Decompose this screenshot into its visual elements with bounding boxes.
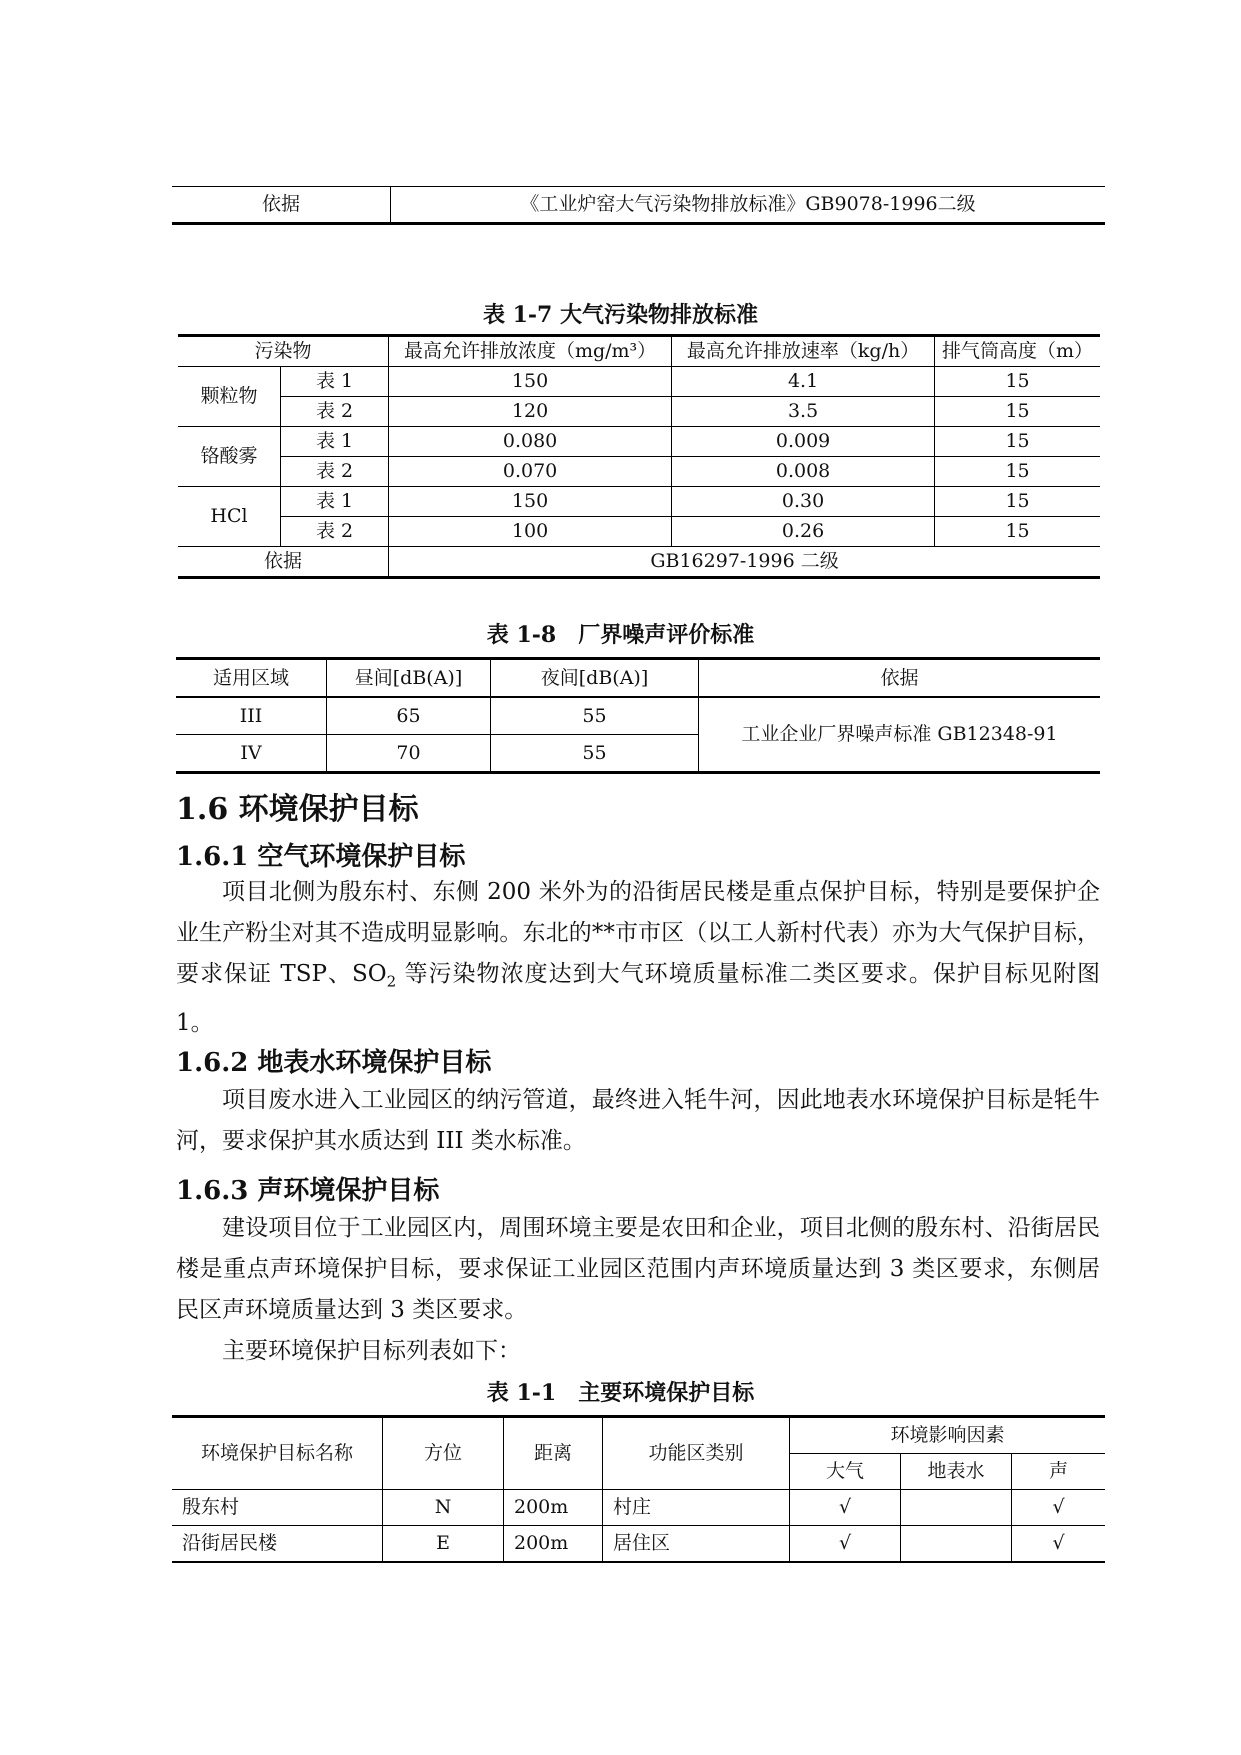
header-impact-factors: 环境影响因素 [790,1417,1106,1454]
table-ref: 表 2 [281,457,389,487]
conc-cell: 120 [389,397,672,427]
table-ref: 表 1 [281,487,389,517]
distance-cell: 200m [504,1490,603,1526]
air-check: √ [790,1526,901,1563]
zone-cell: III [176,697,327,735]
paragraph: 建设项目位于工业园区内，周围环境主要是农田和企业，项目北侧的殷东村、沿街居民楼是重点声环境保护目标，要求保证工业园区范围内声环境质量达到 3 类区要求，东侧居民区声环境质量达到 3 类区要求。 [176,1215,1100,1323]
section-1-6-1-body [176,872,1100,1044]
basis-value: GB16297-1996 二级 [389,547,1100,578]
table-ref: 表 2 [281,397,389,427]
conc-cell: 0.080 [389,427,672,457]
paragraph: 项目废水进入工业园区的纳污管道，最终进入牦牛河，因此地表水环境保护目标是牦牛河，要求保护其水质达到 III 类水标准。 [176,1087,1100,1154]
protection-target-table [172,1415,1105,1563]
height-cell: 15 [935,367,1100,397]
sound-check: √ [1012,1490,1106,1526]
paragraph: 主要环境保护目标列表如下： [222,1338,521,1364]
section-1-6-2-title: 1.6.2 地表水环境保护目标 [176,1048,492,1078]
height-cell: 15 [935,457,1100,487]
section-1-6-title: 1.6 环境保护目标 [176,792,419,827]
sound-check: √ [1012,1526,1106,1563]
direction-cell: N [383,1490,504,1526]
header-function-zone: 功能区类别 [603,1417,790,1490]
rate-cell: 0.30 [672,487,935,517]
header-zone: 适用区域 [176,659,327,698]
table-ref: 表 2 [281,517,389,547]
function-cell: 居住区 [603,1526,790,1563]
section-1-6-1-title: 1.6.1 空气环境保护目标 [176,842,466,872]
night-cell: 55 [491,697,699,735]
rate-cell: 4.1 [672,367,935,397]
rate-cell: 3.5 [672,397,935,427]
height-cell: 15 [935,487,1100,517]
target-name: 殷东村 [172,1490,383,1526]
subscript: 2 [386,972,397,991]
header-surface-water: 地表水 [901,1454,1012,1490]
day-cell: 70 [327,735,491,773]
air-pollutant-table [178,334,1100,579]
night-cell: 55 [491,735,699,773]
pollutant-name: HCl [178,487,281,547]
header-night: 夜间[dB(A)] [491,659,699,698]
header-rate: 最高允许排放速率（kg/h） [672,336,935,367]
height-cell: 15 [935,397,1100,427]
basis-label: 依据 [172,187,391,224]
table-1-7-caption: 表 1-7 大气污染物排放标准 [482,302,759,328]
zone-cell: IV [176,735,327,773]
header-concentration: 最高允许排放浓度（mg/m³） [389,336,672,367]
function-cell: 村庄 [603,1490,790,1526]
basis-label: 依据 [178,547,389,578]
header-sound: 声 [1012,1454,1106,1490]
conc-cell: 0.070 [389,457,672,487]
water-check [901,1490,1012,1526]
basis-cell: 工业企业厂界噪声标准 GB12348-91 [699,697,1101,773]
table-1-8-caption: 表 1-8 厂界噪声评价标准 [486,622,755,648]
rate-cell: 0.26 [672,517,935,547]
header-direction: 方位 [383,1417,504,1490]
pollutant-name: 铬酸雾 [178,427,281,487]
distance-cell: 200m [504,1526,603,1563]
conc-cell: 150 [389,367,672,397]
table-1-1-caption: 表 1-1 主要环境保护目标 [486,1380,755,1406]
section-1-6-3-title: 1.6.3 声环境保护目标 [176,1176,440,1206]
header-day: 昼间[dB(A)] [327,659,491,698]
pollutant-name: 颗粒物 [178,367,281,427]
section-1-6-2-body [176,1080,1100,1162]
header-distance: 距离 [504,1417,603,1490]
table-ref: 表 1 [281,427,389,457]
paragraph-text: 等污染物浓度达到大气环境质量标准二类区要求。保护目标见附图 1。 [176,961,1100,1036]
noise-standard-table [176,657,1100,774]
paragraph [176,872,1100,1044]
basis-table [172,186,1105,225]
air-check: √ [790,1490,901,1526]
rate-cell: 0.008 [672,457,935,487]
direction-cell: E [383,1526,504,1563]
paragraph-text: 项目北侧为殷东村、东侧 200 米外为的沿街居民楼是重点保护目标，特别是要保护企业生产粉尘对其不造成明显影响。东北的**市市区（以工人新村代表）亦为大气保护目标，要求保证 TSP、SO [176,879,1100,987]
conc-cell: 100 [389,517,672,547]
section-1-6-3-body [176,1208,1100,1372]
height-cell: 15 [935,427,1100,457]
header-height: 排气筒高度（m） [935,336,1100,367]
height-cell: 15 [935,517,1100,547]
header-air: 大气 [790,1454,901,1490]
water-check [901,1526,1012,1563]
rate-cell: 0.009 [672,427,935,457]
basis-value: 《工业炉窑大气污染物排放标准》GB9078-1996二级 [520,193,976,216]
header-pollutant: 污染物 [178,336,389,367]
conc-cell: 150 [389,487,672,517]
target-name: 沿街居民楼 [172,1526,383,1563]
header-basis: 依据 [699,659,1101,698]
header-name: 环境保护目标名称 [172,1417,383,1490]
table-ref: 表 1 [281,367,389,397]
day-cell: 65 [327,697,491,735]
